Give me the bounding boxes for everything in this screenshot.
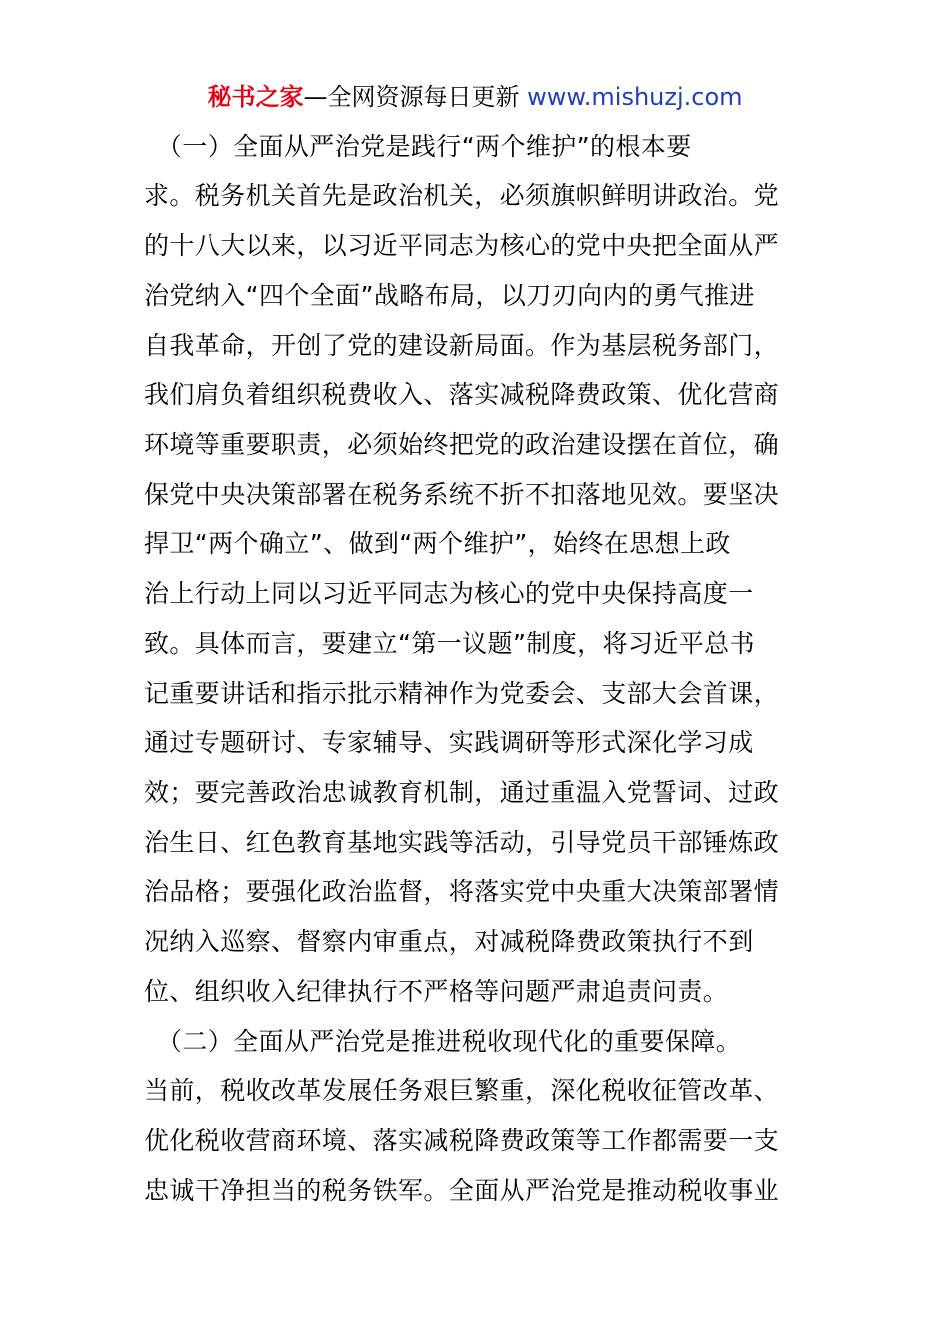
site-url: www.mishuzj.com [527, 83, 743, 111]
text-line: 治上行动上同以习近平同志为核心的党中央保持高度一 [144, 579, 754, 608]
site-slogan: —全网资源每日更新 [303, 83, 520, 111]
text-line: 当前，税收改革发展任务艰巨繁重，深化税收征管改革、 [144, 1076, 780, 1105]
text-line: 环境等重要职责，必须始终把党的政治建设摆在首位，确 [144, 430, 780, 459]
text-line: 致。具体而言，要建立“第一议题”制度，将习近平总书 [144, 629, 755, 658]
site-brand: 秘书之家 [207, 83, 304, 111]
text-line: 自我革命，开创了党的建设新局面。作为基层税务部门， [144, 331, 780, 360]
text-line: 位、组织收入纪律执行不严格等问题严肃追责问责。 [144, 977, 729, 1006]
text-line: 治党纳入“四个全面”战略布局，以刀刃向内的勇气推进 [144, 281, 755, 310]
text-line: 的十八大以来，以习近平同志为核心的党中央把全面从严 [144, 231, 780, 260]
text-line: 捍卫“两个确立”、做到“两个维护”，始终在思想上政 [144, 529, 731, 558]
site-watermark-header [0, 80, 950, 114]
text-line: 保党中央决策部署在税务系统不折不扣落地见效。要坚决 [144, 480, 780, 509]
text-line: 治生日、红色教育基地实践等活动，引导党员干部锤炼政 [144, 828, 780, 857]
text-line: 求。税务机关首先是政治机关，必须旗帜鲜明讲政治。党 [144, 181, 780, 210]
text-line: 记重要讲话和指示批示精神作为党委会、支部大会首课， [144, 679, 780, 708]
text-line: （二）全面从严治党是推进税收现代化的重要保障。 [144, 1027, 742, 1056]
text-line: 优化税收营商环境、落实减税降费政策等工作都需要一支 [144, 1126, 780, 1155]
text-line: 通过专题研讨、专家辅导、实践调研等形式深化学习成 [144, 728, 754, 757]
text-line: 我们肩负着组织税费收入、落实减税降费政策、优化营商 [144, 380, 780, 409]
text-line: 况纳入巡察、督察内审重点，对减税降费政策执行不到 [144, 927, 754, 956]
text-line: （一）全面从严治党是践行“两个维护”的根本要 [144, 132, 692, 161]
text-line: 效；要完善政治忠诚教育机制，通过重温入党誓词、过政 [144, 778, 780, 807]
text-line: 治品格；要强化政治监督，将落实党中央重大决策部署情 [144, 877, 780, 906]
text-line: 忠诚干净担当的税务铁军。全面从严治党是推动税收事业 [144, 1176, 780, 1205]
